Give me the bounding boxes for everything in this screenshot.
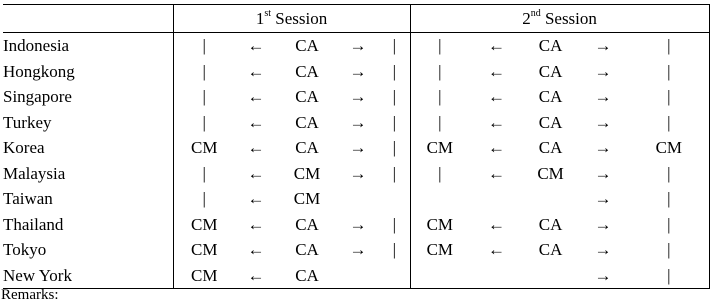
session-2-cell: ← [488, 61, 506, 81]
session-1-cell: CA [295, 112, 319, 132]
session-2-cell: → [594, 189, 612, 208]
session-1-cell: → [349, 112, 367, 132]
session-1-cell: → [349, 138, 367, 157]
session-1-cell: CA [277, 263, 337, 289]
session-2-cell: CA [538, 112, 563, 132]
country-cell: Singapore [3, 87, 72, 106]
session-1-cell: CA [295, 138, 319, 157]
country-cell: Hongkong [3, 61, 75, 81]
session-1-cell: CM [173, 237, 235, 263]
session-1-header [173, 5, 410, 33]
session-1-cell: | [173, 33, 235, 59]
session-1-cell: ← [235, 263, 277, 289]
session-2-cell: CA [538, 87, 563, 106]
session-table [3, 4, 710, 289]
session-2-cell [524, 186, 577, 212]
session-2-cell: | [629, 161, 709, 187]
country-cell: Thailand [3, 214, 64, 234]
table-row [3, 161, 709, 187]
session-2-cell: CA [538, 214, 563, 234]
table-row [3, 237, 709, 263]
session-1-cell: | [392, 112, 396, 132]
session-1-cell: → [349, 36, 367, 55]
session-1-number: 1 [255, 8, 265, 28]
session-1-cell: CA [295, 240, 319, 259]
session-2-label: Session [540, 8, 597, 28]
session-2-cell: → [594, 61, 612, 81]
session-2-cell: ← [488, 87, 506, 106]
country-cell: Malaysia [3, 163, 66, 183]
session-2-cell [410, 186, 469, 212]
session-2-cell: | [410, 84, 469, 110]
session-1-cell [337, 263, 379, 289]
country-cell: Indonesia [3, 36, 70, 55]
session-2-cell: → [594, 36, 612, 55]
session-1-cell: | [392, 240, 396, 259]
session-1-cell: | [173, 59, 235, 85]
session-2-cell: CM [410, 212, 469, 238]
session-2-cell: ← [488, 138, 506, 157]
session-2-cell: ← [488, 36, 506, 55]
session-1-cell: | [173, 161, 235, 187]
session-1-cell: → [349, 240, 367, 259]
session-1-cell: CM [173, 263, 235, 289]
session-2-cell [469, 263, 524, 289]
session-1-cell: ← [247, 189, 265, 208]
session-2-cell: CM [537, 163, 564, 183]
session-1-cell: | [392, 163, 396, 183]
session-2-cell: → [577, 263, 629, 289]
table-row [3, 212, 709, 238]
session-2-cell: CM [629, 135, 709, 161]
session-2-cell: → [594, 214, 612, 234]
country-cell: Korea [3, 138, 45, 157]
session-2-cell: | [410, 110, 469, 136]
session-1-cell: CA [295, 36, 319, 55]
session-2-cell: | [410, 33, 469, 59]
session-1-cell: CA [295, 87, 319, 106]
session-1-cell: CA [295, 214, 319, 234]
session-1-cell [379, 263, 410, 289]
session-1-cell: CM [293, 163, 321, 183]
country-cell: New York [3, 263, 173, 289]
table-row [3, 186, 709, 212]
session-1-suffix: st [264, 8, 271, 20]
session-2-cell: | [629, 186, 709, 212]
session-1-cell: CM [173, 212, 235, 238]
session-1-cell: → [349, 61, 367, 81]
session-2-suffix: nd [530, 8, 541, 20]
table-row [3, 59, 709, 85]
table-row [3, 33, 709, 59]
session-2-cell: → [594, 112, 612, 132]
country-cell: Taiwan [3, 189, 53, 208]
session-1-label: Session [271, 8, 328, 28]
session-1-cell [379, 186, 410, 212]
session-2-cell: | [629, 263, 709, 289]
session-1-cell: ← [247, 61, 265, 81]
session-2-cell: ← [488, 240, 506, 259]
session-2-cell: ← [488, 214, 506, 234]
session-2-cell: | [629, 212, 709, 238]
table-row [3, 84, 709, 110]
session-1-cell: | [392, 138, 396, 157]
session-2-cell: | [629, 33, 709, 59]
session-1-cell: | [392, 61, 396, 81]
session-1-cell: | [392, 87, 396, 106]
session-2-cell: ← [488, 163, 506, 183]
table-body [3, 33, 709, 289]
session-2-cell: | [629, 237, 709, 263]
country-header-cell [3, 5, 173, 33]
session-1-cell: → [349, 163, 367, 183]
session-2-cell: CM [410, 135, 469, 161]
session-1-cell: ← [247, 36, 265, 55]
table-row [3, 110, 709, 136]
session-2-cell: | [410, 161, 469, 187]
table-row [3, 263, 709, 289]
session-2-cell: CA [538, 240, 563, 259]
session-2-cell: | [410, 59, 469, 85]
header-row [3, 5, 709, 33]
session-2-cell: CA [538, 61, 563, 81]
table-row [3, 135, 709, 161]
session-2-cell: → [594, 138, 612, 157]
session-2-cell: → [594, 240, 612, 259]
session-2-cell: | [629, 84, 709, 110]
session-2-cell: | [629, 59, 709, 85]
session-1-cell: ← [247, 163, 265, 183]
session-2-cell: → [594, 87, 612, 106]
session-1-cell: → [349, 87, 367, 106]
country-cell: Tokyo [3, 240, 47, 259]
session-1-cell: ← [247, 240, 265, 259]
session-2-cell: → [594, 163, 612, 183]
session-2-cell: CA [538, 36, 563, 55]
session-2-cell: CA [538, 138, 563, 157]
session-1-cell: | [392, 36, 396, 55]
session-2-cell [524, 263, 577, 289]
session-1-cell: CM [173, 135, 235, 161]
session-1-cell: → [349, 214, 367, 234]
session-1-cell: | [173, 186, 235, 212]
session-1-cell [337, 186, 379, 212]
session-1-cell: CA [295, 61, 319, 81]
session-1-cell: CM [293, 189, 321, 208]
session-2-header [410, 5, 709, 33]
session-1-cell: | [173, 84, 235, 110]
session-2-cell [469, 186, 524, 212]
session-1-cell: | [392, 214, 396, 234]
session-2-cell: CM [410, 237, 469, 263]
session-1-cell: ← [247, 112, 265, 132]
session-1-cell: ← [247, 87, 265, 106]
session-2-cell [410, 263, 469, 289]
session-1-cell: | [173, 110, 235, 136]
remarks-label: Remarks: [1, 287, 59, 303]
session-2-cell: | [629, 110, 709, 136]
session-2-number: 2 [522, 8, 531, 28]
session-2-cell: ← [488, 112, 506, 132]
session-1-cell: ← [247, 138, 265, 157]
country-cell: Turkey [3, 112, 52, 132]
session-1-cell: ← [247, 214, 265, 234]
